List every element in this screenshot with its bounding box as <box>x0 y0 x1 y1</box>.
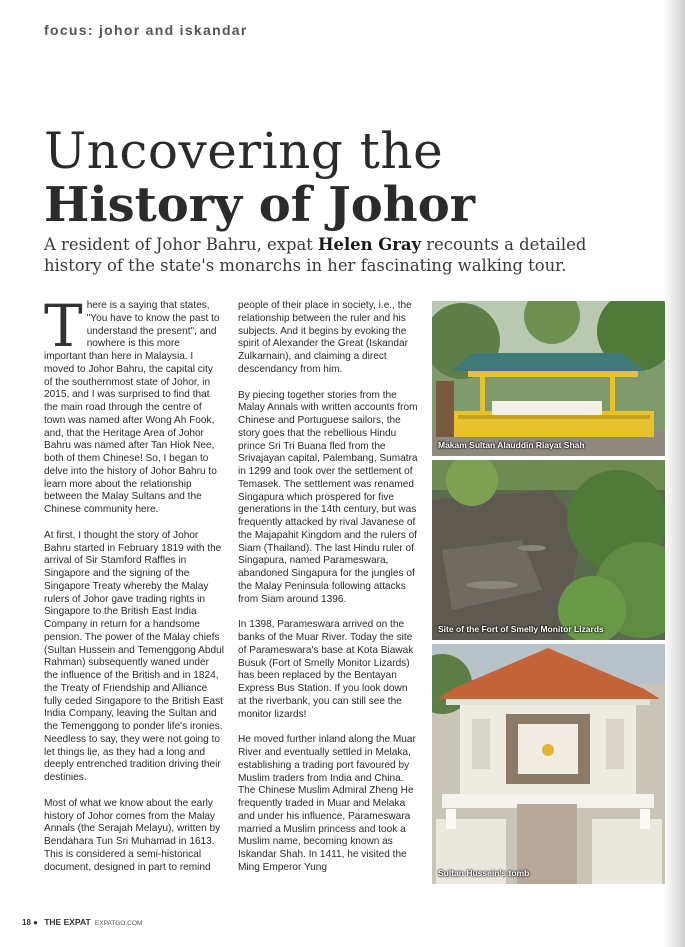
body-column-1 <box>44 292 224 887</box>
section-label: focus: johor and iskandar <box>44 22 248 38</box>
photo-caption: Sultan Hussein's tomb <box>438 868 530 878</box>
footer-bullet: ● <box>33 918 38 927</box>
body-paragraph: He moved further inland along the Muar River and eventually settled in Melaka, establishing a trading port favoured by Muslim traders from India and China. The Chinese Muslim Admiral Zheng He frequently traded in Muar and Melaka and under his influence, Parameswara married a Muslim princess and took a Muslim name, becoming known as Iskandar Shah. In 1411, he visited the Ming Emperor Yung <box>238 734 416 873</box>
riverbank-illustration <box>432 460 665 640</box>
body-paragraph: In 1398, Parameswara arrived on the banks of the Muar River. Today the site of Parameswara's base at Kota Biawak Busuk (Fort of Smelly Monitor Lizards) has been replaced by the Bentayan Express Bus Station. If you look down at the riverbank, you can still see the monitor lizards! <box>238 619 414 720</box>
photo-fort-site <box>432 460 665 640</box>
page-footer <box>22 917 142 927</box>
standfirst <box>44 234 634 276</box>
article-title <box>44 124 475 232</box>
title-line-2: History of Johor <box>44 177 475 233</box>
body-column-2 <box>238 300 418 888</box>
photo-makam-sultan <box>432 301 665 456</box>
pavilion-illustration <box>432 301 665 456</box>
photo-caption: Site of the Fort of Smelly Monitor Lizards <box>438 624 604 634</box>
author-name: Helen Gray <box>318 235 422 254</box>
title-line-1: Uncovering the <box>44 122 444 180</box>
photo-caption: Makam Sultan Alauddin Riayat Shah <box>438 440 585 450</box>
drop-cap: T <box>44 292 83 360</box>
page-gutter-shadow <box>663 0 685 947</box>
body-paragraph: At first, I thought the story of Johor Bahru started in February 1819 with the arrival of Sir Stamford Raffles in Singapore and the signing of the Singapore Treaty whereby the Malay rulers of Johor gave trading rights in Singapore to the British East India Company in return for a handsome pension. The power of the Malay chiefs (Sultan Hussein and Temenggong Abdul Rahman) subsequently waned under the influence of the British and in 1824, the Treaty of Friendship and Alliance fully ceded Singapore to the British East India Company, leaving the Sultan and the Temenggong to ponder life's ironies. Needless to say, they were not going to let things lie, as they had a long and deeply entrenched tradition driving their destinies. <box>44 529 224 783</box>
tomb-illustration <box>432 644 665 884</box>
magazine-name: THE EXPAT <box>44 917 91 927</box>
page-number: 18 <box>22 918 31 927</box>
paragraph-text: here is a saying that states, "You have to know the past to understand the present", and nowhere is this more important than here in Malaysia. I moved to Johor Bahru, the capital city of the southernmost state of Johor, in 2015, and I was surprised to find that the main road through the centre of town was named after Wong Ah Fook, and, that the Heritage Area of Johor Bahru was named after Tan Hiok Nee, both of them Chinese! So, I began to delve into the history of Johor Bahru to learn more about the relationship between the Malay Sultans and the Chinese community here. <box>44 300 220 515</box>
standfirst-tail: recounts a detailed history of the state's monarchs in her fascinating walking tour. <box>44 235 587 275</box>
standfirst-lead: A resident of Johor Bahru, expat <box>44 235 319 254</box>
magazine-site: EXPATGO.COM <box>94 920 143 927</box>
body-paragraph: Most of what we know about the early history of Johor comes from the Malay Annals (the Serajah Melayu), written by Bendahara Tun Sri Muhamad in 1613. This is considered a semi-historical document, designed in part to remind <box>44 797 221 873</box>
photo-sultan-hussein-tomb <box>432 644 665 884</box>
body-paragraph: people of their place in society, i.e., the relationship between the ruler and his subjects. And it begins by evoking the spirit of Alexander the Great (Iskandar Zulkarnain), and claiming a direct descendancy from him. <box>238 300 412 375</box>
body-paragraph <box>44 292 224 517</box>
body-paragraph: By piecing together stories from the Malay Annals with written accounts from Chinese and Portuguese sailors, the story goes that the rebellious Hindu prince Sri Tri Buana fled from the Srivajayan capital, Palembang, Sumatra in 1299 and took over the settlement of Temasek. The settlement was renamed Singapura which prospered for five generations in the 14th century, but was frequently attacked by rival Javanese of the Majapahit Kingdom and the rulers of Siam (Thailand). The last Hindu ruler of Singapura, named Parameswara, abandoned Singapura for the jungles of the Malay Peninsula following attacks from Siam around 1396. <box>238 389 418 605</box>
